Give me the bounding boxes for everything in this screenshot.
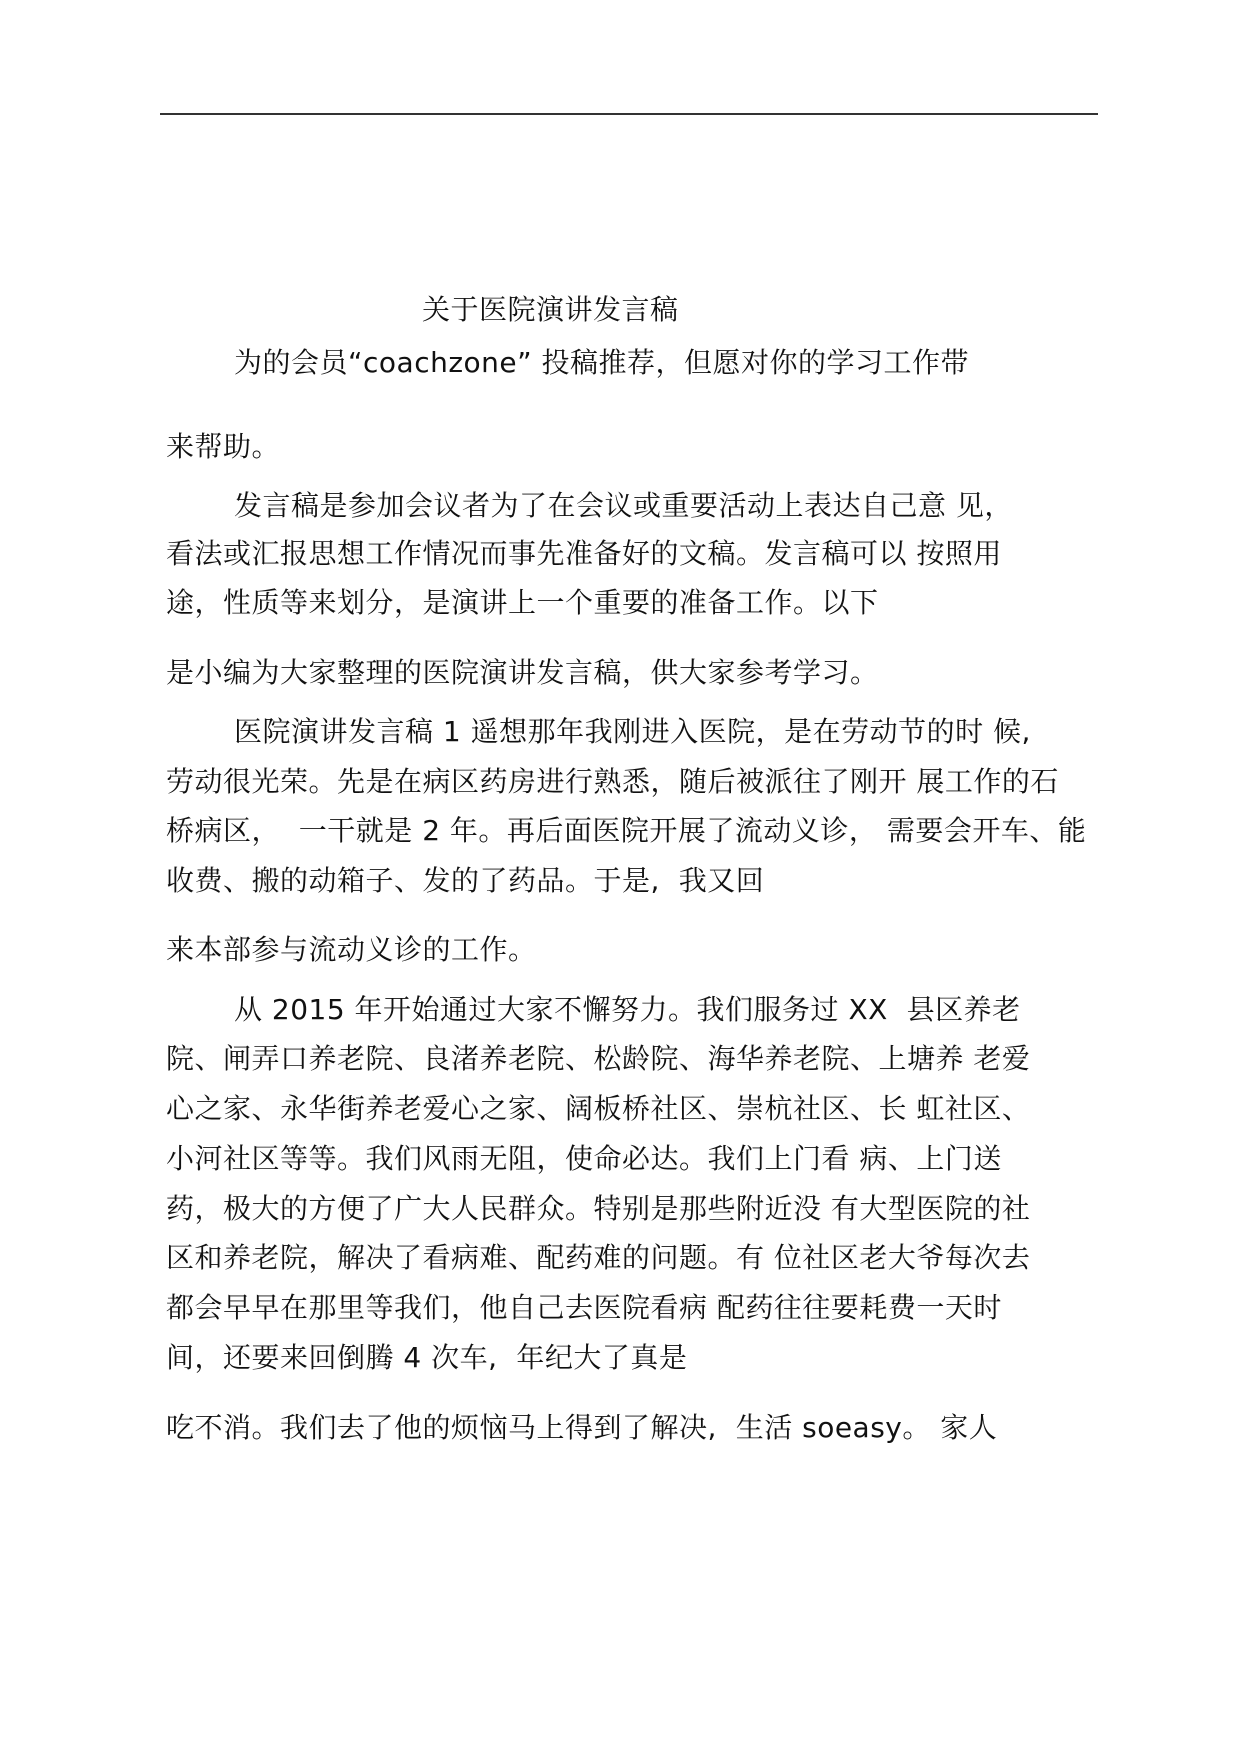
document-title: 关于医院演讲发言稿 xyxy=(422,293,679,326)
text-line-9: 桥病区， 一干就是 2 年。再后面医院开展了流动义诊， 需要会开车、能 xyxy=(166,814,1087,847)
text-line-19: 间，还要来回倒腾 4 次车, 年纪大了真是 xyxy=(166,1341,688,1374)
text-line-20: 吃不消。我们去了他的烦恼马上得到了解决, 生活 soeasy。 家人 xyxy=(166,1411,998,1444)
text-line-11: 来本部参与流动义诊的工作。 xyxy=(166,933,537,966)
text-line-10: 收费、搬的动箱子、发的了药品。于是, 我又回 xyxy=(166,864,765,897)
text-line-6: 是小编为大家整理的医院演讲发言稿，供大家参考学习。 xyxy=(166,656,879,689)
text-line-2: 来帮助。 xyxy=(166,430,281,463)
text-line-12: 从 2015 年开始通过大家不懈努力。我们服务过 XX 县区养老 xyxy=(234,993,1021,1026)
text-line-16: 药，极大的方便了广大人民群众。特别是那些附近没 有大型医院的社 xyxy=(166,1192,1031,1225)
text-line-13: 院、闸弄口养老院、良渚养老院、松龄院、海华养老院、上塘养 老爱 xyxy=(166,1042,1031,1075)
text-line-18: 都会早早在那里等我们，他自己去医院看病 配药往往要耗费一天时 xyxy=(166,1291,1002,1324)
text-line-8: 劳动很光荣。先是在病区药房进行熟悉，随后被派往了刚开 展工作的石 xyxy=(166,765,1059,798)
header-rule xyxy=(160,113,1098,115)
text-line-7: 医院演讲发言稿 1 遥想那年我刚进入医院，是在劳动节的时 候, xyxy=(234,715,1031,748)
text-line-17: 区和养老院，解决了看病难、配药难的问题。有 位社区老大爷每次去 xyxy=(166,1241,1031,1274)
text-line-15: 小河社区等等。我们风雨无阻，使命必达。我们上门看 病、上门送 xyxy=(166,1142,1002,1175)
text-line-5: 途，性质等来划分，是演讲上一个重要的准备工作。以下 xyxy=(166,586,879,619)
text-line-3: 发言稿是参加会议者为了在会议或重要活动上表达自己意 见， xyxy=(234,489,1013,522)
text-line-1: 为的会员“coachzone” 投稿推荐，但愿对你的学习工作带 xyxy=(234,346,970,379)
text-line-4: 看法或汇报思想工作情况而事先准备好的文稿。发言稿可以 按照用 xyxy=(166,537,1002,570)
text-line-14: 心之家、永华街养老爱心之家、阔板桥社区、崇杭社区、长 虹社区、 xyxy=(166,1092,1031,1125)
